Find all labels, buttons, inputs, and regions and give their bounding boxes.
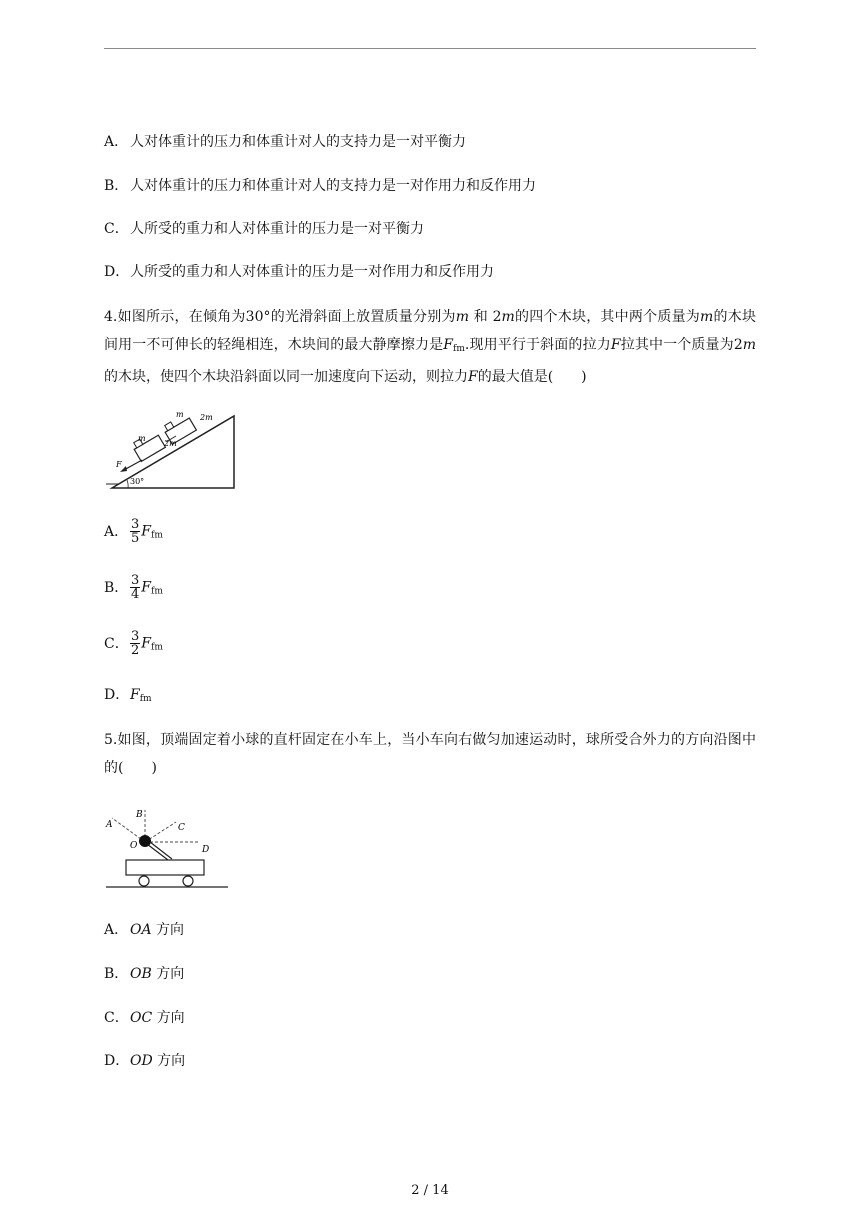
q3-option-d: D．人所受的重力和人对体重计的压力是一对作用力和反作用力	[104, 264, 494, 280]
q4-incline-figure	[104, 408, 240, 492]
header-rule	[104, 48, 756, 49]
q3-option-a: A． 人对体重计的压力和体重计对人的支持力是一对平衡力	[104, 134, 466, 150]
force-arrow	[124, 460, 142, 470]
q4-stem: 4.如图所示，在倾角为30°的光滑斜面上放置质量分别为m 和 2m的四个木块，其中两个质量为m的木块间用一不可伸长的轻绳相连，木块间的最大静摩擦力是$F_{fm}$.现用平行于斜面的拉力F拉其中一个质量为2m的木块，使四个木块沿斜面以同一加速度向下运动，则拉力F的最大值是( )	[104, 309, 757, 385]
rod	[147, 844, 168, 860]
svg-text:C: C	[178, 823, 185, 833]
q4-option-d: D．$F_{fm}$	[104, 687, 152, 704]
q5-option-c: C．OC 方向	[104, 1010, 185, 1026]
q5-cart-figure	[104, 800, 230, 892]
q4-option-a: A． $\frac{3}{5}$ $F_{fm}$	[104, 517, 163, 546]
fraction: $\frac{3}{2}$	[131, 629, 140, 658]
q3-option-b: B． 人对体重计的压力和体重计对人的支持力是一对作用力和反作用力	[104, 178, 536, 194]
svg-text:F: F	[116, 460, 122, 469]
svg-text:D: D	[202, 845, 210, 855]
q4-option-b: B． $\frac{3}{4}$ $F_{fm}$	[104, 573, 163, 602]
cart-wheel-left	[139, 876, 149, 886]
svg-text:2m: 2m	[164, 439, 177, 448]
q5-option-b: B． OB 方向	[104, 966, 185, 982]
q5-option-a: A． OA 方向	[104, 922, 185, 938]
q5-option-d: D．OD 方向	[104, 1053, 186, 1069]
svg-text:B: B	[136, 810, 143, 820]
svg-text:A: A	[106, 820, 113, 830]
svg-text:m: m	[176, 410, 184, 419]
q4-option-c: C． $\frac{3}{2}$ $F_{fm}$	[104, 629, 163, 658]
q5-stem: 5.如图，顶端固定着小球的直杆固定在小车上，当小车向右做匀加速运动时，球所受合外力的方向沿图中的( )	[104, 732, 756, 776]
svg-text:O: O	[130, 841, 138, 851]
ball	[139, 835, 151, 847]
svg-text:30°: 30°	[130, 477, 145, 486]
fraction: $\frac{3}{5}$	[131, 517, 140, 546]
svg-text:m: m	[138, 434, 146, 443]
q3-option-c: C．人所受的重力和人对体重计的压力是一对平衡力	[104, 221, 424, 237]
svg-text:2m: 2m	[200, 413, 213, 422]
cart-body	[126, 860, 204, 875]
fraction: $\frac{3}{4}$	[131, 573, 140, 602]
cart-wheel-right	[183, 876, 193, 886]
page-number: 2 / 14	[411, 1183, 449, 1198]
